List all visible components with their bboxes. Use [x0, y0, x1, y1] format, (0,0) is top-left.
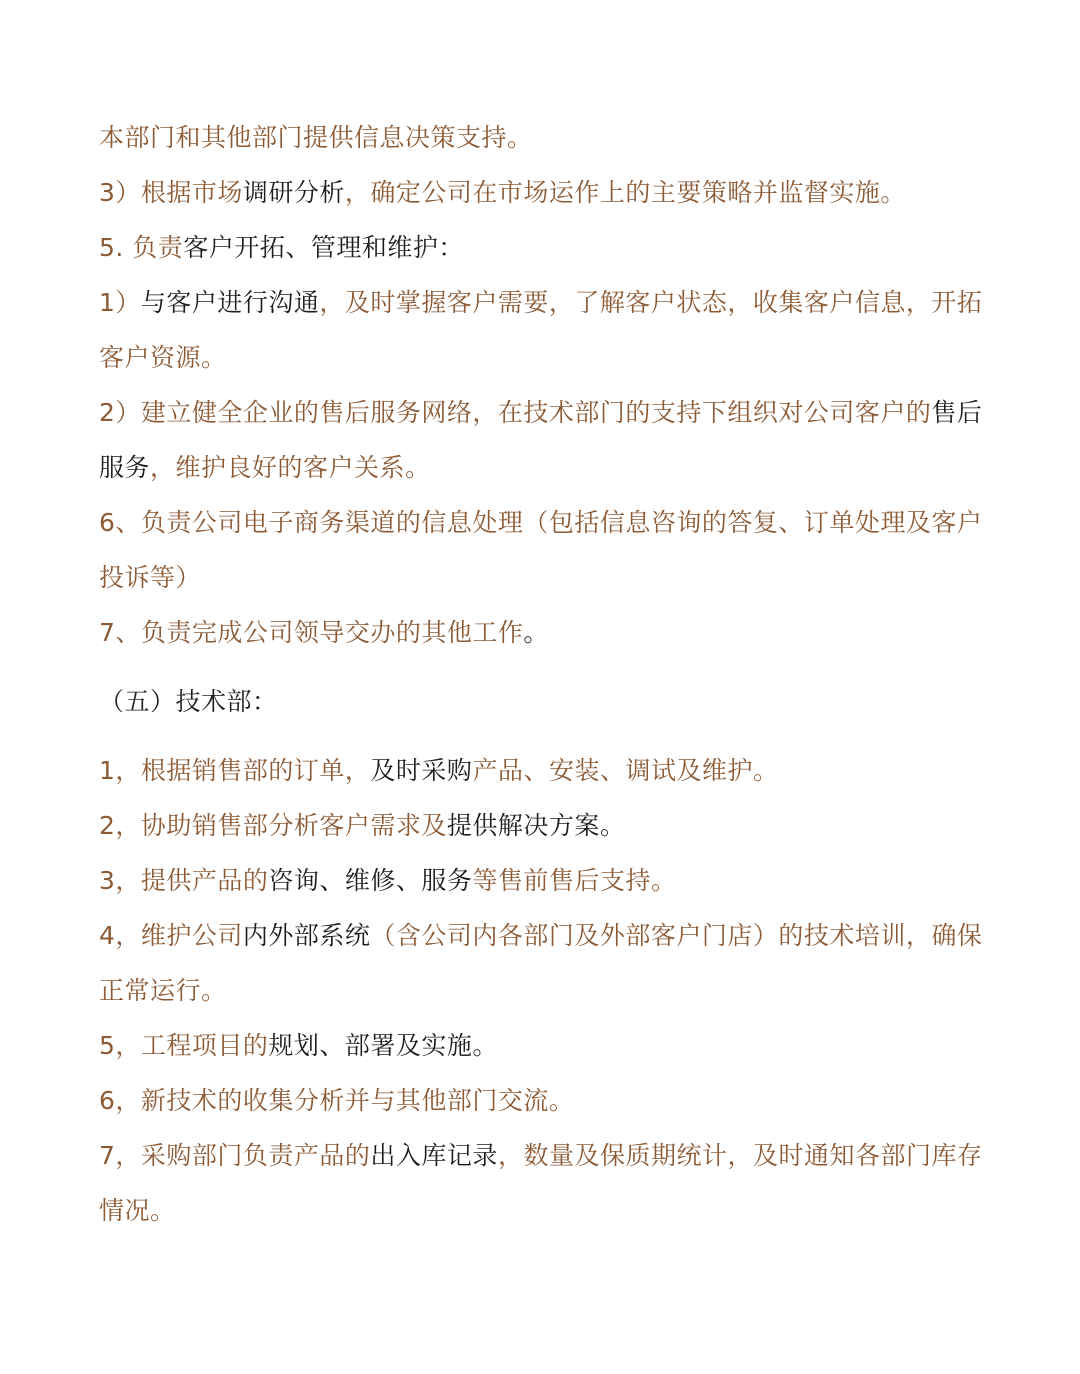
text-line — [99, 798, 989, 853]
text-line — [99, 908, 989, 963]
body-text: 5，工程项目的 — [99, 1031, 269, 1060]
section-heading — [99, 674, 989, 729]
text-line — [99, 743, 989, 798]
emphasized-text: 客户开拓、管理和维护： — [183, 233, 464, 262]
body-text: ，确定公司在市场运作上的主要策略并监督实施。 — [344, 178, 906, 207]
body-text: 5. 负责 — [99, 233, 184, 262]
body-text: 6，新技术的收集分析并与其他部门交流。 — [99, 1086, 575, 1115]
document-body — [99, 110, 989, 1238]
body-text: 3，提供产品的 — [99, 866, 269, 895]
body-text: 2，协助销售部分析客户需求及 — [99, 811, 447, 840]
text-line — [99, 1073, 989, 1128]
body-text: 3）根据市场 — [99, 178, 243, 207]
emphasized-text: 与客户进行沟通 — [140, 288, 320, 317]
emphasized-text: 及时采购 — [370, 756, 473, 785]
text-line — [99, 550, 989, 605]
text-line — [99, 385, 989, 440]
body-text: 7，采购部门负责产品的 — [99, 1141, 371, 1170]
body-text: 投诉等） — [99, 563, 202, 592]
emphasized-text: （五）技术部： — [99, 687, 278, 716]
body-text: 本部门和其他部门提供信息决策支持。 — [99, 123, 533, 152]
emphasized-text: 服务 — [99, 453, 151, 482]
body-text: ，维护良好的客户关系。 — [150, 453, 431, 482]
body-text: 4，维护公司 — [99, 921, 243, 950]
text-line — [99, 165, 989, 220]
text-line — [99, 495, 989, 550]
body-text: 正常运行。 — [99, 976, 227, 1005]
emphasized-text: 提供解决方案。 — [446, 811, 626, 840]
text-line — [99, 275, 989, 330]
body-text: 客户资源。 — [99, 343, 227, 372]
body-text: 2）建立健全企业的售后服务网络，在技术部门的支持下组织对公司客户的 — [99, 398, 932, 427]
emphasized-text: 内外部系统 — [242, 921, 371, 950]
body-text: （含公司内各部门及外部客户门店）的技术培训，确保 — [370, 921, 983, 950]
text-line — [99, 110, 989, 165]
text-line — [99, 1128, 989, 1183]
text-line — [99, 220, 989, 275]
body-text: 6、负责公司电子商务渠道的信息处理（包括信息咨询的答复、订单处理及客户 — [99, 508, 983, 537]
body-text: 产品、安装、调试及维护。 — [472, 756, 779, 785]
emphasized-text: 规划、部署及实施。 — [268, 1031, 498, 1060]
text-line — [99, 1183, 989, 1238]
body-text: 等售前售后支持。 — [472, 866, 677, 895]
text-line — [99, 605, 989, 660]
emphasized-text: 咨询、维修、服务 — [268, 866, 473, 895]
emphasized-text: 。 — [523, 618, 549, 647]
body-text: 1，根据销售部的订单， — [99, 756, 371, 785]
text-line — [99, 440, 989, 495]
emphasized-text: 调研分析 — [242, 178, 345, 207]
text-line — [99, 963, 989, 1018]
text-line — [99, 1018, 989, 1073]
emphasized-text: 售后 — [931, 398, 983, 427]
body-text: 1） — [99, 288, 141, 317]
emphasized-text: 出入库记录 — [370, 1141, 498, 1170]
body-text: ，及时掌握客户需要，了解客户状态，收集客户信息，开拓 — [319, 288, 983, 317]
body-text: 情况。 — [99, 1196, 176, 1225]
text-line — [99, 853, 989, 908]
text-line — [99, 330, 989, 385]
body-text: ，数量及保质期统计，及时通知各部门库存 — [497, 1141, 983, 1170]
body-text: 7、负责完成公司领导交办的其他工作 — [99, 618, 524, 647]
